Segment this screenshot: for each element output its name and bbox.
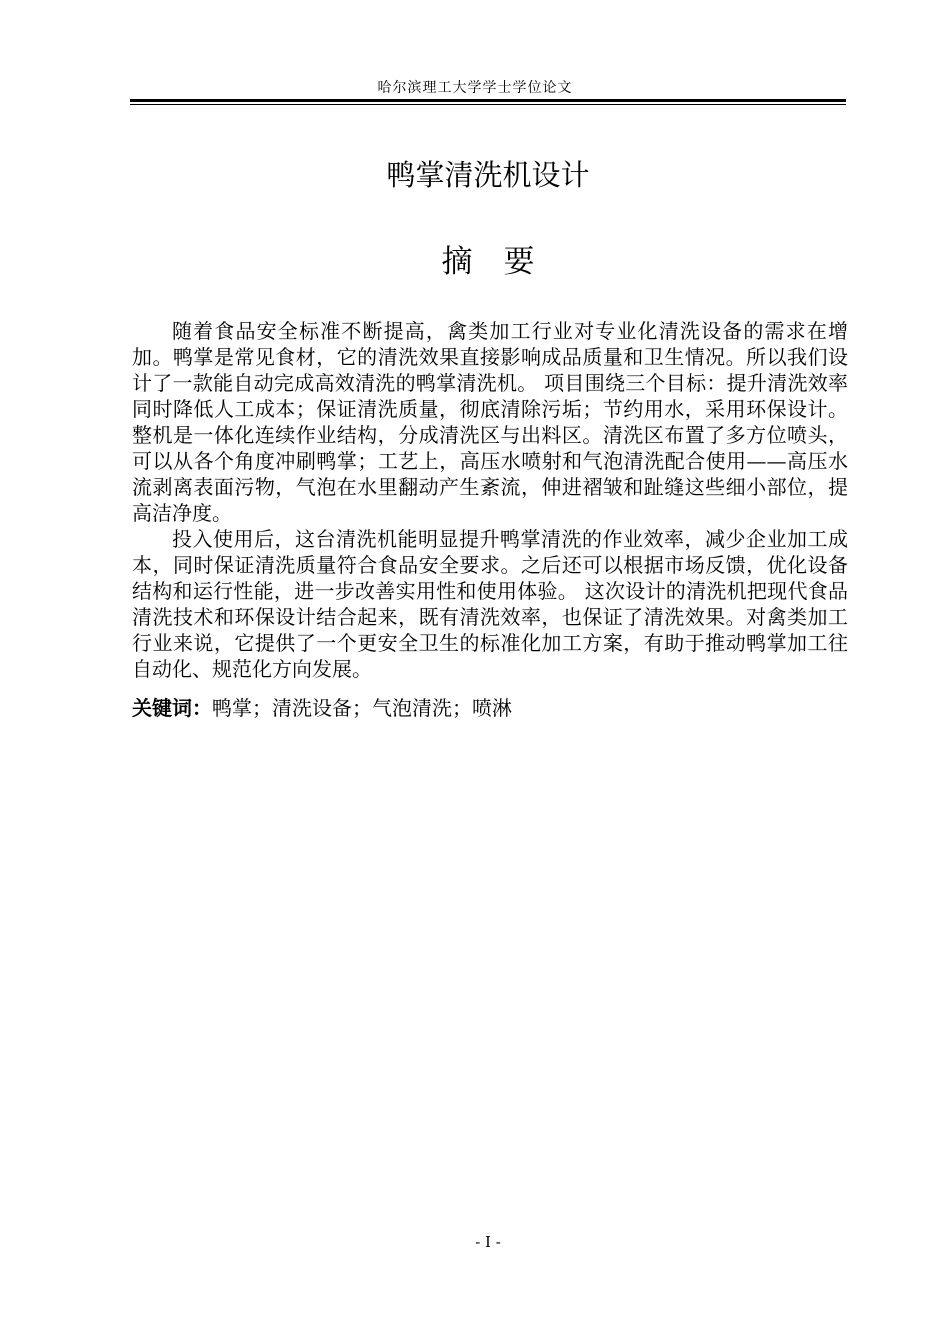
document-title: 鸭掌清洗机设计	[386, 158, 590, 192]
abstract-heading: 摘 要	[441, 244, 535, 280]
page-number: - I -	[475, 1233, 501, 1251]
abstract-paragraph-2: 投入使用后，这台清洗机能明显提升鸭掌清洗的作业效率，减少企业加工成本，同时保证清洗质量符合食品安全要求。之后还可以根据市场反馈，优化设备结构和运行性能，进一步改善实用性和使用体验。 这次设计的清洗机把现代食品清洗技术和环保设计结合起来，既有清洗效率，也保证了清洗效果。对禽类加工行业来说，它提供了一个更安全卫生的标准化加工方案，有助于推动鸭掌加工往自动化、规范化方向发展。	[132, 527, 848, 681]
header-rule-thin	[130, 104, 846, 105]
header-rule-thick	[130, 99, 846, 102]
keywords-value: 鸭掌；清洗设备；气泡清洗；喷淋	[212, 696, 512, 720]
keywords-line	[132, 695, 848, 721]
abstract-body	[132, 318, 848, 682]
running-header: 哈尔滨理工大学学士学位论文	[377, 80, 573, 96]
abstract-paragraph-1: 随着食品安全标准不断提高，禽类加工行业对专业化清洗设备的需求在增加。鸭掌是常见食材，它的清洗效果直接影响成品质量和卫生情况。所以我们设计了一款能自动完成高效清洗的鸭掌清洗机。 项目围绕三个目标：提升清洗效率同时降低人工成本；保证清洗质量，彻底清除污垢；节约用水，采用环保设计。整机是一体化连续作业结构，分成清洗区与出料区。清洗区布置了多方位喷头，可以从各个角度冲刷鸭掌；工艺上，高压水喷射和气泡清洗配合使用——高压水流剥离表面污物，气泡在水里翻动产生紊流，伸进褶皱和趾缝这些细小部位，提高洁净度。	[132, 319, 848, 525]
keywords-label: 关键词：	[132, 696, 212, 720]
